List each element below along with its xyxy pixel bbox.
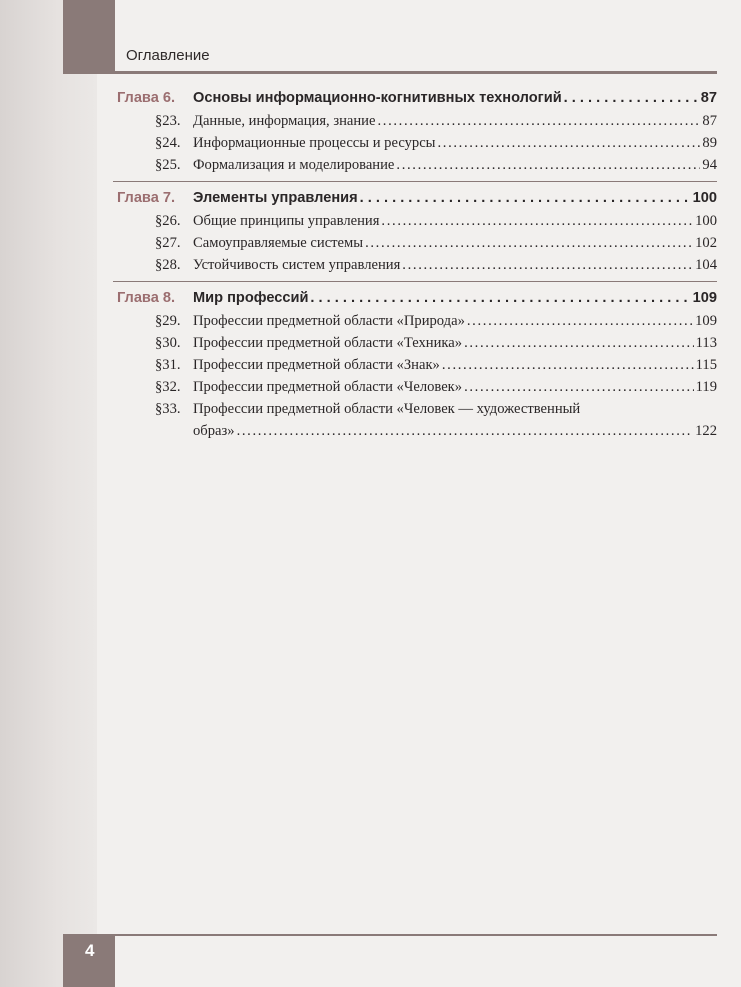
dot-leader bbox=[377, 110, 700, 132]
paragraph-page: 104 bbox=[695, 257, 717, 273]
paragraph-number: §26. bbox=[155, 213, 181, 229]
dot-leader bbox=[437, 132, 700, 154]
dot-leader bbox=[365, 232, 693, 254]
toc-paragraph-30[interactable] bbox=[117, 332, 717, 354]
toc-paragraph-32[interactable] bbox=[117, 376, 717, 398]
dot-leader bbox=[564, 86, 699, 110]
paragraph-number: §29. bbox=[155, 313, 181, 329]
paragraph-title: Устойчивость систем управления bbox=[193, 257, 401, 273]
dot-leader bbox=[464, 332, 694, 354]
table-of-contents bbox=[117, 86, 717, 442]
paragraph-page: 94 bbox=[702, 157, 717, 173]
toc-paragraph-33[interactable] bbox=[117, 398, 717, 420]
toc-chapter-7[interactable] bbox=[117, 186, 717, 210]
paragraph-title: Профессии предметной области «Природа» bbox=[193, 313, 465, 329]
paragraph-number: §23. bbox=[155, 113, 181, 129]
paragraph-number: §28. bbox=[155, 257, 181, 273]
toc-paragraph-27[interactable] bbox=[117, 232, 717, 254]
toc-paragraph-28[interactable] bbox=[117, 254, 717, 276]
header-rule bbox=[115, 71, 717, 74]
toc-paragraph-31[interactable] bbox=[117, 354, 717, 376]
dot-leader bbox=[310, 286, 690, 310]
paragraph-page: 109 bbox=[695, 313, 717, 329]
paragraph-number: §27. bbox=[155, 235, 181, 251]
chapter-title: Элементы управления bbox=[193, 190, 358, 206]
paragraph-title: Профессии предметной области «Человек — художественный bbox=[193, 401, 581, 417]
paragraph-page: 102 bbox=[695, 235, 717, 251]
paragraph-page: 115 bbox=[695, 357, 717, 373]
paragraph-page: 122 bbox=[695, 423, 717, 439]
dot-leader bbox=[464, 376, 694, 398]
chapter-label: Глава 8. bbox=[117, 290, 176, 306]
toc-paragraph-29[interactable] bbox=[117, 310, 717, 332]
paragraph-number: §24. bbox=[155, 135, 181, 151]
section-title: Оглавление bbox=[126, 47, 210, 64]
paragraph-page: 87 bbox=[702, 113, 717, 129]
paragraph-number: §31. bbox=[155, 357, 181, 373]
toc-chapter-8[interactable] bbox=[117, 286, 717, 310]
paragraph-title: Самоуправляемые системы bbox=[193, 235, 364, 251]
paragraph-title-continued: образ» bbox=[193, 423, 235, 439]
paragraph-title: Общие принципы управления bbox=[193, 213, 380, 229]
dot-leader bbox=[402, 254, 693, 276]
paragraph-number: §32. bbox=[155, 379, 181, 395]
page-number: 4 bbox=[85, 941, 95, 960]
toc-paragraph-24[interactable] bbox=[117, 132, 717, 154]
chapter-divider bbox=[113, 281, 717, 282]
dot-leader bbox=[442, 354, 694, 376]
dot-leader bbox=[396, 154, 700, 176]
paragraph-title: Формализация и моделирование bbox=[193, 157, 395, 173]
dot-leader bbox=[237, 420, 694, 442]
page-margin-shade bbox=[0, 0, 97, 987]
toc-paragraph-26[interactable] bbox=[117, 210, 717, 232]
dot-leader bbox=[467, 310, 693, 332]
dot-leader bbox=[381, 210, 693, 232]
header-color-block bbox=[63, 0, 115, 74]
toc-paragraph-23[interactable] bbox=[117, 110, 717, 132]
paragraph-title: Данные, информация, знание bbox=[193, 113, 376, 129]
toc-paragraph-33-continued[interactable] bbox=[117, 420, 717, 442]
paragraph-page: 89 bbox=[702, 135, 717, 151]
chapter-page: 109 bbox=[692, 290, 717, 306]
chapter-label: Глава 6. bbox=[117, 90, 176, 106]
toc-paragraph-25[interactable] bbox=[117, 154, 717, 176]
paragraph-title: Профессии предметной области «Техника» bbox=[193, 335, 463, 351]
chapter-title: Мир профессий bbox=[193, 290, 309, 306]
dot-leader bbox=[360, 186, 691, 210]
toc-chapter-6[interactable] bbox=[117, 86, 717, 110]
paragraph-title: Профессии предметной области «Знак» bbox=[193, 357, 440, 373]
chapter-page: 87 bbox=[700, 90, 717, 106]
paragraph-page: 100 bbox=[695, 213, 717, 229]
chapter-divider bbox=[113, 181, 717, 182]
paragraph-title: Профессии предметной области «Человек» bbox=[193, 379, 463, 395]
paragraph-page: 119 bbox=[695, 379, 717, 395]
paragraph-number: §33. bbox=[155, 401, 181, 417]
paragraph-title: Информационные процессы и ресурсы bbox=[193, 135, 436, 151]
chapter-label: Глава 7. bbox=[117, 190, 176, 206]
chapter-title: Основы информационно-когнитивных технологий bbox=[193, 90, 562, 106]
footer-rule bbox=[63, 934, 717, 936]
paragraph-number: §25. bbox=[155, 157, 181, 173]
chapter-page: 100 bbox=[692, 190, 717, 206]
paragraph-page: 113 bbox=[695, 335, 717, 351]
paragraph-number: §30. bbox=[155, 335, 181, 351]
